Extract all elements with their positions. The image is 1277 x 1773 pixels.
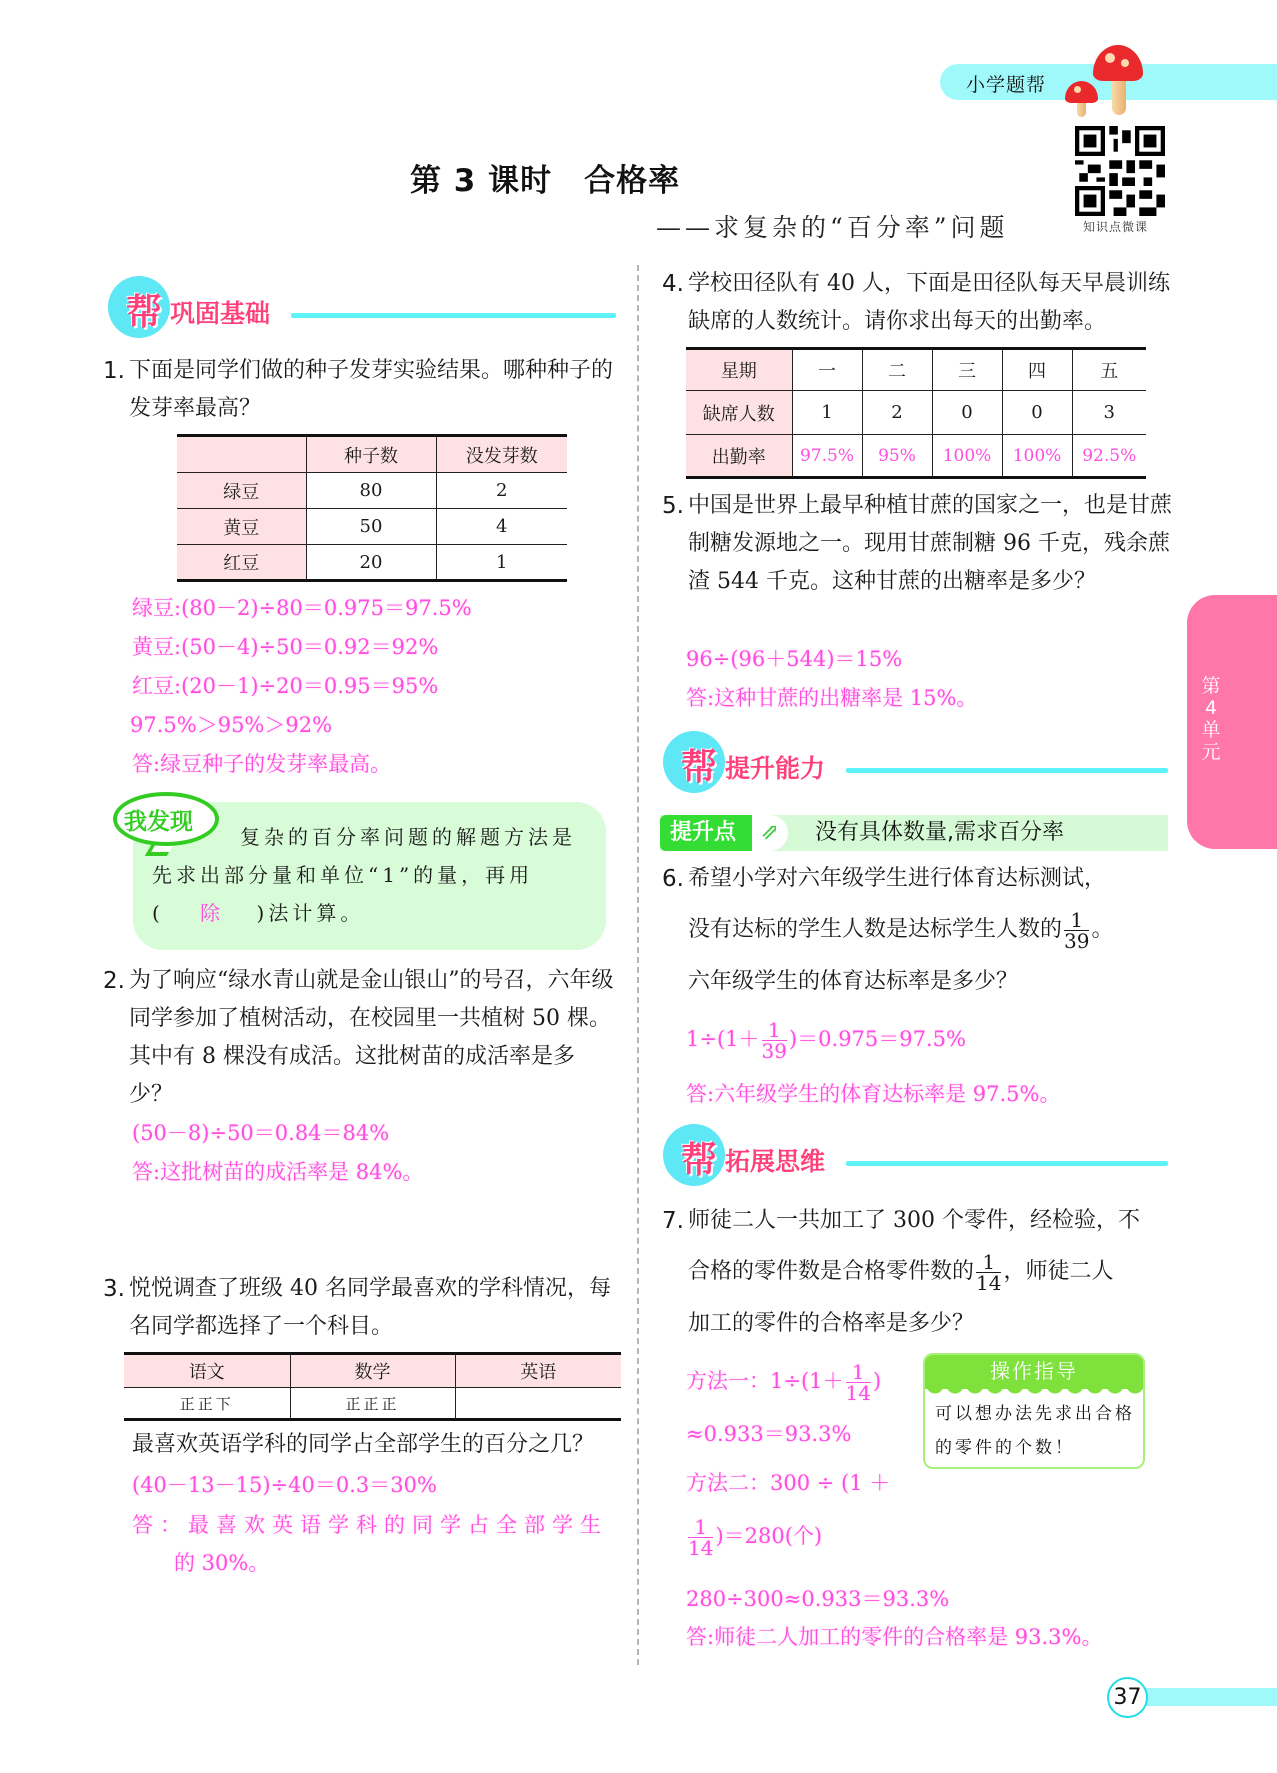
page-title: 第 3 课时 合格率	[410, 163, 681, 199]
arrow-up-right-icon: ⇗	[752, 815, 788, 851]
section-line	[291, 313, 616, 318]
answer-line: (40－13－15)÷40＝0.3＝30%	[132, 1473, 437, 1497]
question-text: 为了响应“绿水青山就是金山银山”的号召，六年级同学参加了植树活动，在校园里一共植树 50 棵。其中有 8 棵没有成活。这批树苗的成活率是多少？	[129, 968, 614, 1107]
question-line-3: 加工的零件的合格率是多少？	[688, 1311, 975, 1336]
question-text: 悦悦调查了班级 40 名同学最喜欢的学科情况，每名同学都选择了一个科目。	[129, 1276, 611, 1339]
tip-tag: 提升点	[660, 815, 752, 851]
answer-line	[686, 1020, 966, 1061]
table-cell: 二	[862, 349, 932, 391]
answer-line: 96÷(96＋544)＝15%	[686, 647, 903, 671]
answer-line: 答:绿豆种子的发芽率最高。	[132, 752, 392, 776]
fraction-1-14: $\frac{1}{14}$	[688, 1515, 714, 1560]
table-cell: 0	[1002, 391, 1072, 435]
answer-line: 答:六年级学生的体育达标率是 97.5%。	[686, 1082, 1061, 1106]
question-number: 4.	[662, 271, 684, 297]
table-header: 数学	[290, 1354, 455, 1388]
answer-cell: 100%	[932, 435, 1002, 478]
question-4	[662, 265, 1172, 341]
question-line-2	[662, 904, 1182, 956]
answer-line: (50－8)÷50＝0.84＝84%	[132, 1121, 390, 1145]
answer-cell: 95%	[862, 435, 932, 478]
method-1-line-1	[686, 1362, 881, 1403]
section-header-basic	[108, 270, 616, 340]
operation-guide-box	[923, 1353, 1145, 1469]
section-label: 拓展思维	[725, 1147, 826, 1176]
answer-line: 答：最喜欢英语学科的同学占全部学生	[132, 1513, 608, 1537]
page-number: 37	[1107, 1677, 1148, 1718]
row-label: 星期	[686, 349, 792, 391]
answer-cell: 100%	[1002, 435, 1072, 478]
answer-line: 红豆:(20－1)÷20＝0.95＝95%	[132, 674, 439, 698]
table-cell: 三	[932, 349, 1002, 391]
section-header-improve	[663, 725, 1168, 795]
table-cell: 黄豆	[177, 509, 306, 545]
fraction-1-14: $\frac{1}{14}$	[976, 1249, 1002, 1295]
discovery-line-3	[152, 894, 364, 932]
method-1-line-2: ≈0.933＝93.3%	[686, 1422, 852, 1446]
question-1	[103, 352, 615, 428]
tally-cell: 正正下	[124, 1388, 290, 1420]
question-text: 下面是同学们做的种子发芽实验结果。哪种种子的发芽率最高？	[129, 358, 614, 421]
section-line	[846, 1161, 1168, 1166]
fraction-1-39: $\frac{1}{39}$	[761, 1018, 787, 1063]
answer-line: 答:师徒二人加工的零件的合格率是 93.3%。	[686, 1625, 1103, 1649]
mushroom-icon	[1065, 45, 1145, 115]
section-bang-icon: 帮	[681, 747, 718, 788]
table-cell: 20	[306, 545, 436, 581]
seed-table	[177, 434, 567, 582]
wave-decoration	[925, 1385, 1143, 1395]
question-3-ask: 最喜欢英语学科的同学占全部学生的百分之几？	[132, 1432, 595, 1457]
method-2-line-1: 方法二：300 ÷ (1 ＋	[686, 1471, 891, 1495]
text: 合格的零件数是合格零件数的	[688, 1259, 975, 1284]
fill-blank-answer: 除	[200, 901, 225, 925]
discovery-line-2: 先求出部分量和单位“1”的量，再用	[152, 863, 534, 887]
answer-line: 答:这批树苗的成活率是 84%。	[132, 1160, 424, 1184]
question-line-2	[662, 1246, 1182, 1298]
section-label: 提升能力	[725, 754, 826, 783]
answer-line: 绿豆:(80－2)÷80＝0.975＝97.5%	[132, 596, 472, 620]
brand-label: 小学题帮	[966, 74, 1047, 96]
table-cell: 四	[1002, 349, 1072, 391]
question-line-1: 师徒二人一共加工了 300 个零件，经检验，不	[688, 1208, 1140, 1233]
qr-code-icon[interactable]	[1075, 126, 1165, 216]
unit-side-tab-label: 第4单元	[1201, 675, 1221, 763]
guide-text: 可以想办法先求出合格的零件的个数！	[935, 1404, 1135, 1458]
table-cell: 1	[792, 391, 862, 435]
row-label: 缺席人数	[686, 391, 792, 435]
table-cell: 2	[436, 473, 567, 509]
text: ，师徒二人	[1003, 1259, 1114, 1284]
question-line-1: 希望小学对六年级学生进行体育达标测试，	[688, 866, 1107, 891]
section-label: 巩固基础	[170, 299, 271, 328]
table-cell: 50	[306, 509, 436, 545]
tally-cell: 正正正	[290, 1388, 455, 1420]
text: )	[872, 1369, 882, 1393]
question-number: 1.	[103, 358, 125, 384]
table-cell: 一	[792, 349, 862, 391]
question-3	[103, 1270, 615, 1346]
table-cell: 80	[306, 473, 436, 509]
question-2	[103, 962, 615, 1114]
text: 没有达标的学生人数是达标学生人数的	[688, 917, 1063, 942]
table-header	[177, 436, 306, 473]
answer-cell: 92.5%	[1072, 435, 1146, 478]
page-number-bar	[1140, 1688, 1277, 1706]
question-number: 5.	[662, 493, 684, 519]
paren-open: (	[152, 901, 164, 925]
tally-cell	[455, 1388, 621, 1420]
attendance-table	[686, 347, 1146, 479]
answer-line: 97.5%＞95%＞92%	[130, 713, 333, 737]
question-number: 3.	[103, 1276, 125, 1302]
text: 1÷(1＋	[686, 1027, 760, 1051]
question-7	[662, 1202, 1182, 1350]
page-subtitle: ——求复杂的“百分率”问题	[656, 213, 1009, 242]
question-number: 2.	[103, 968, 125, 994]
answer-line: 黄豆:(50－4)÷50＝0.92＝92%	[132, 635, 439, 659]
question-line-3: 六年级学生的体育达标率是多少？	[688, 969, 1019, 994]
text: 。	[1091, 917, 1114, 942]
table-header: 语文	[124, 1354, 290, 1388]
section-bang-icon: 帮	[681, 1140, 718, 1181]
guide-title: 操作指导	[925, 1355, 1143, 1389]
table-header: 没发芽数	[436, 436, 567, 473]
table-cell: 0	[932, 391, 1002, 435]
qr-caption: 知识点微课	[1083, 220, 1149, 234]
table-cell: 3	[1072, 391, 1146, 435]
tip-text: 没有具体数量,需求百分率	[815, 820, 1064, 845]
section-header-expand	[663, 1118, 1168, 1188]
method-2-line-2	[686, 1517, 822, 1558]
table-cell: 2	[862, 391, 932, 435]
fraction-1-39: $\frac{1}{39}$	[1064, 907, 1090, 953]
question-text: 学校田径队有 40 人，下面是田径队每天早晨训练缺席的人数统计。请你求出每天的出勤率。	[688, 271, 1170, 334]
question-number: 7.	[662, 1208, 684, 1234]
question-text: 中国是世界上最早种植甘蔗的国家之一，也是甘蔗制糖发源地之一。现用甘蔗制糖 96 千克，残余蔗渣 544 千克。这种甘蔗的出糖率是多少？	[688, 493, 1173, 594]
section-line	[846, 768, 1168, 773]
text: )＝0.975＝97.5%	[788, 1027, 966, 1051]
subject-table	[124, 1352, 621, 1421]
table-cell: 五	[1072, 349, 1146, 391]
table-cell: 4	[436, 509, 567, 545]
question-6	[662, 860, 1182, 1008]
text: )＝280(个)	[715, 1524, 823, 1548]
row-label: 出勤率	[686, 435, 792, 478]
discovery-line-1: 复杂的百分率问题的解题方法是	[240, 825, 576, 849]
paren-close: )法计算。	[256, 901, 365, 925]
table-header: 种子数	[306, 436, 436, 473]
table-cell: 1	[436, 545, 567, 581]
answer-cell: 97.5%	[792, 435, 862, 478]
table-cell: 绿豆	[177, 473, 306, 509]
table-header: 英语	[455, 1354, 621, 1388]
question-number: 6.	[662, 866, 684, 892]
section-bang-icon: 帮	[126, 292, 163, 333]
answer-line: 答:这种甘蔗的出糖率是 15%。	[686, 686, 978, 710]
fraction-1-14: $\frac{1}{14}$	[845, 1360, 871, 1405]
method-2-line-3: 280÷300≈0.933＝93.3%	[686, 1587, 950, 1611]
answer-line: 的 30%。	[174, 1551, 270, 1575]
column-divider	[637, 265, 639, 1665]
table-cell: 红豆	[177, 545, 306, 581]
text: 方法一：1÷(1＋	[686, 1369, 844, 1393]
discovery-label: 我发现	[124, 809, 193, 835]
question-5	[662, 487, 1172, 601]
